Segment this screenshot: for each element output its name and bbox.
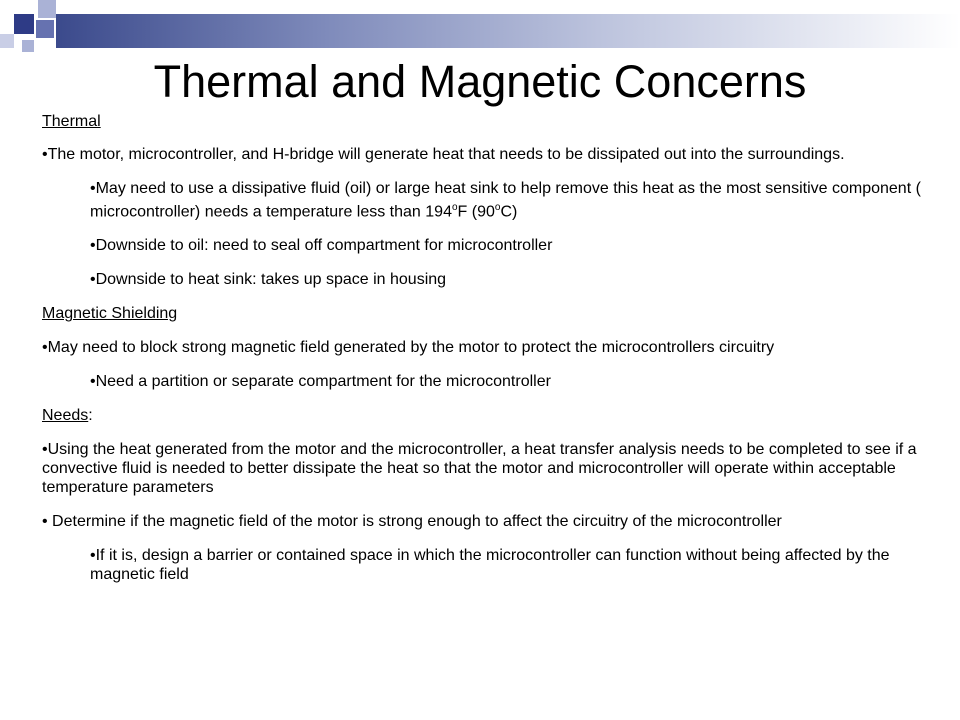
needs-bullet-1: •Using the heat generated from the motor and the microcontroller, a heat transfer analysis needs to be completed to see if a convective fluid is needed to better dissipate the heat so that the motor and microcontroller will operate within acceptable temperature parameters	[42, 441, 917, 497]
needs-heading: Needs	[42, 407, 89, 425]
needs-bullet-2: • Determine if the magnetic field of the motor is strong enough to affect the circuitry of the microcontroller	[42, 513, 782, 531]
deco-square-mid	[36, 20, 54, 38]
slide-body	[42, 112, 942, 584]
deco-square-small	[22, 40, 34, 52]
thermal-sub-bullet-3: •Downside to heat sink: takes up space in housing	[90, 271, 447, 289]
header-gradient-bar	[56, 14, 960, 48]
deco-square-pale	[0, 34, 14, 48]
magnetic-heading: Magnetic Shielding	[42, 305, 178, 323]
thermal-sub-bullet-1: •May need to use a dissipative fluid (oil) or large heat sink to help remove this heat as the most sensitive component ( microcontroller) needs a temperature less than 194$^o$F (90$^o$C)	[90, 180, 921, 221]
deco-square-light	[38, 0, 56, 18]
needs-sub-bullet-1: •If it is, design a barrier or contained space in which the microcontroller can function without being affected by the magnetic field	[90, 547, 890, 584]
thermal-heading: Thermal	[42, 113, 101, 130]
magnetic-bullet-1: •May need to block strong magnetic field generated by the motor to protect the microcontrollers circuitry	[42, 339, 775, 357]
magnetic-sub-bullet-1: •Need a partition or separate compartment for the microcontroller	[90, 373, 551, 391]
deco-square-dark	[14, 14, 34, 34]
thermal-bullet-1: •The motor, microcontroller, and H-bridge will generate heat that needs to be dissipated out into the surroundings.	[42, 146, 845, 163]
thermal-sub-bullet-2: •Downside to oil: need to seal off compartment for microcontroller	[90, 237, 553, 255]
slide-title: Thermal and Magnetic Concerns	[153, 56, 807, 107]
needs-heading-line: Needs:	[42, 407, 93, 425]
